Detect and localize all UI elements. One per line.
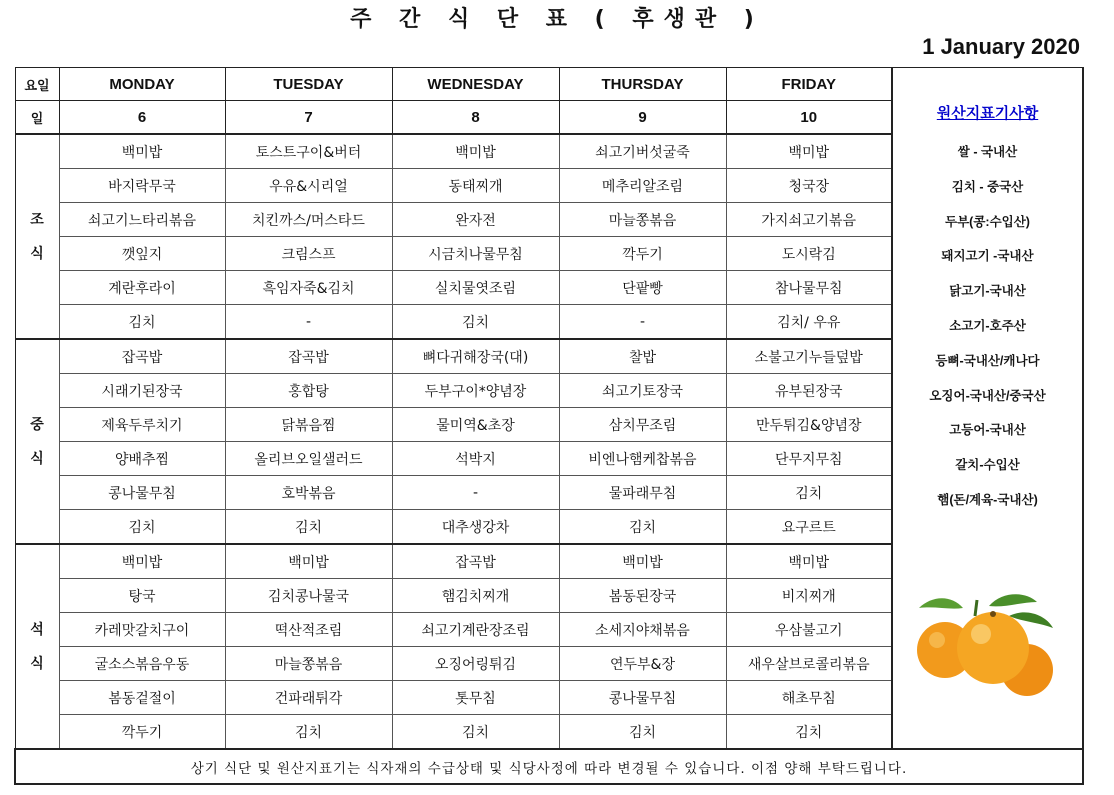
- menu-cell: 잡곡밥: [59, 339, 225, 374]
- menu-cell: 크림스프: [225, 237, 392, 271]
- origin-item: 소고기-호주산: [949, 318, 1026, 333]
- day-date: 10: [726, 101, 892, 135]
- menu-cell: 연두부&장: [559, 647, 726, 681]
- meal-label-top: 조: [30, 211, 44, 228]
- footer-row: [15, 749, 1083, 784]
- day-date: 6: [59, 101, 225, 135]
- meal-label-top: 중: [30, 416, 44, 433]
- menu-cell: 비엔나햄케찹볶음: [559, 442, 726, 476]
- day-name: WEDNESDAY: [392, 68, 559, 101]
- menu-cell: 단무지무침: [726, 442, 892, 476]
- menu-cell: 김치: [392, 715, 559, 750]
- menu-cell: -: [559, 305, 726, 340]
- meal-label-top: 석: [30, 621, 44, 638]
- menu-cell: 떡산적조림: [225, 613, 392, 647]
- menu-date: 1 January 2020: [922, 34, 1080, 59]
- menu-cell: 소세지야채볶음: [559, 613, 726, 647]
- origin-panel: [892, 68, 1083, 750]
- menu-cell: 굴소스볶음우동: [59, 647, 225, 681]
- menu-cell: 톳무침: [392, 681, 559, 715]
- menu-cell: 김치: [225, 715, 392, 750]
- footer-note: 상기 식단 및 원산지표기는 식자재의 수급상태 및 식당사정에 따라 변경될 수 있습니다. 이점 양해 부탁드립니다.: [15, 749, 1083, 784]
- menu-cell: 소불고기누들덮밥: [726, 339, 892, 374]
- menu-cell: 유부된장국: [726, 374, 892, 408]
- menu-cell: 콩나물무침: [59, 476, 225, 510]
- day-name: TUESDAY: [225, 68, 392, 101]
- menu-cell: 찰밥: [559, 339, 726, 374]
- menu-cell: 백미밥: [726, 544, 892, 579]
- origin-item: 갈치-수입산: [955, 458, 1020, 473]
- menu-cell: 쇠고기느타리볶음: [59, 203, 225, 237]
- weekly-menu-table: [14, 67, 1084, 785]
- menu-cell: 단팥빵: [559, 271, 726, 305]
- meal-label: [15, 544, 59, 749]
- menu-cell: 김치/ 우유: [726, 305, 892, 340]
- menu-cell: 뼈다귀해장국(대): [392, 339, 559, 374]
- menu-cell: 동태찌개: [392, 169, 559, 203]
- weekday-row: [15, 68, 1083, 101]
- menu-cell: 석박지: [392, 442, 559, 476]
- meal-label-bottom: 식: [30, 450, 44, 467]
- menu-cell: 햄김치찌개: [392, 579, 559, 613]
- menu-cell: 잡곡밥: [225, 339, 392, 374]
- menu-cell: 삼치무조림: [559, 408, 726, 442]
- menu-cell: 김치: [392, 305, 559, 340]
- menu-cell: 김치: [726, 715, 892, 750]
- menu-cell: 깍두기: [59, 715, 225, 750]
- menu-cell: 물파래무침: [559, 476, 726, 510]
- day-date: 9: [559, 101, 726, 135]
- menu-cell: 카레맛갈치구이: [59, 613, 225, 647]
- menu-cell: 우유&시리얼: [225, 169, 392, 203]
- menu-cell: 쇠고기토장국: [559, 374, 726, 408]
- menu-cell: 청국장: [726, 169, 892, 203]
- menu-cell: 만두튀김&양념장: [726, 408, 892, 442]
- menu-cell: 건파래튀각: [225, 681, 392, 715]
- menu-cell: 봄동된장국: [559, 579, 726, 613]
- origin-item: 등뼈-국내산/캐나다: [935, 353, 1040, 368]
- origin-item: 닭고기-국내산: [949, 284, 1026, 299]
- weekday-label: 요일: [15, 68, 59, 101]
- origin-item: 김치 - 중국산: [951, 179, 1024, 194]
- menu-cell: 백미밥: [726, 134, 892, 169]
- menu-cell: 쇠고기버섯굴죽: [559, 134, 726, 169]
- day-date: 8: [392, 101, 559, 135]
- origin-item: 쌀 - 국내산: [957, 145, 1018, 159]
- menu-cell: 호박볶음: [225, 476, 392, 510]
- menu-cell: -: [392, 476, 559, 510]
- meal-label-bottom: 식: [30, 655, 44, 672]
- menu-cell: 가지쇠고기볶음: [726, 203, 892, 237]
- origin-item: 돼지고기 -국내산: [941, 249, 1034, 264]
- day-name: THURSDAY: [559, 68, 726, 101]
- menu-cell: 새우살브로콜리볶음: [726, 647, 892, 681]
- date-label: 일: [15, 101, 59, 135]
- page-title: 주 간 식 단 표 ( 후생관 ): [350, 7, 764, 32]
- menu-cell: 대추생강차: [392, 510, 559, 545]
- meal-label-bottom: 식: [30, 245, 44, 262]
- menu-cell: 봄동겉절이: [59, 681, 225, 715]
- menu-cell: 요구르트: [726, 510, 892, 545]
- menu-cell: 완자전: [392, 203, 559, 237]
- menu-cell: 흑임자죽&김치: [225, 271, 392, 305]
- menu-cell: 쇠고기계란장조림: [392, 613, 559, 647]
- menu-cell: 김치: [59, 305, 225, 340]
- menu-cell: 참나물무침: [726, 271, 892, 305]
- meal-label: [15, 339, 59, 544]
- menu-cell: 잡곡밥: [392, 544, 559, 579]
- origin-item: 고등어-국내산: [949, 423, 1026, 438]
- menu-cell: 시래기된장국: [59, 374, 225, 408]
- menu-cell: 양배추찜: [59, 442, 225, 476]
- day-date: 7: [225, 101, 392, 135]
- day-name: MONDAY: [59, 68, 225, 101]
- menu-cell: 김치: [559, 715, 726, 750]
- menu-cell: 김치콩나물국: [225, 579, 392, 613]
- menu-cell: 마늘쫑볶음: [559, 203, 726, 237]
- menu-cell: 두부구이*양념장: [392, 374, 559, 408]
- menu-cell: 탕국: [59, 579, 225, 613]
- meal-label: [15, 134, 59, 339]
- menu-cell: 콩나물무침: [559, 681, 726, 715]
- menu-cell: 비지찌개: [726, 579, 892, 613]
- menu-cell: 메추리알조림: [559, 169, 726, 203]
- menu-cell: 해초무침: [726, 681, 892, 715]
- menu-cell: 닭볶음찜: [225, 408, 392, 442]
- menu-cell: 토스트구이&버터: [225, 134, 392, 169]
- menu-cell: 마늘쫑볶음: [225, 647, 392, 681]
- menu-cell: 김치: [59, 510, 225, 545]
- origin-list: [893, 135, 1082, 518]
- menu-cell: 시금치나물무침: [392, 237, 559, 271]
- orange-fruit-illustration: [911, 586, 1061, 704]
- menu-cell: 도시락김: [726, 237, 892, 271]
- menu-cell: 백미밥: [59, 134, 225, 169]
- menu-cell: 백미밥: [392, 134, 559, 169]
- origin-item: 햄(돈/계육-국내산): [937, 492, 1038, 507]
- origin-item: 오징어-국내산/중국산: [929, 388, 1046, 403]
- menu-cell: 치킨까스/머스타드: [225, 203, 392, 237]
- day-name: FRIDAY: [726, 68, 892, 101]
- menu-cell: 물미역&초장: [392, 408, 559, 442]
- origin-title[interactable]: 원산지표기사항: [936, 105, 1039, 122]
- menu-cell: 백미밥: [59, 544, 225, 579]
- menu-cell: 바지락무국: [59, 169, 225, 203]
- menu-cell: 백미밥: [559, 544, 726, 579]
- menu-cell: 올리브오일샐러드: [225, 442, 392, 476]
- menu-cell: 홍합탕: [225, 374, 392, 408]
- menu-cell: 오징어링튀김: [392, 647, 559, 681]
- menu-cell: 계란후라이: [59, 271, 225, 305]
- menu-cell: 김치: [726, 476, 892, 510]
- menu-cell: 김치: [225, 510, 392, 545]
- menu-cell: 깻잎지: [59, 237, 225, 271]
- menu-cell: 깍두기: [559, 237, 726, 271]
- menu-cell: -: [225, 305, 392, 340]
- menu-cell: 제육두루치기: [59, 408, 225, 442]
- menu-cell: 백미밥: [225, 544, 392, 579]
- origin-item: 두부(콩:수입산): [945, 214, 1030, 229]
- menu-cell: 김치: [559, 510, 726, 545]
- menu-cell: 실치물엿조림: [392, 271, 559, 305]
- menu-cell: 우삼불고기: [726, 613, 892, 647]
